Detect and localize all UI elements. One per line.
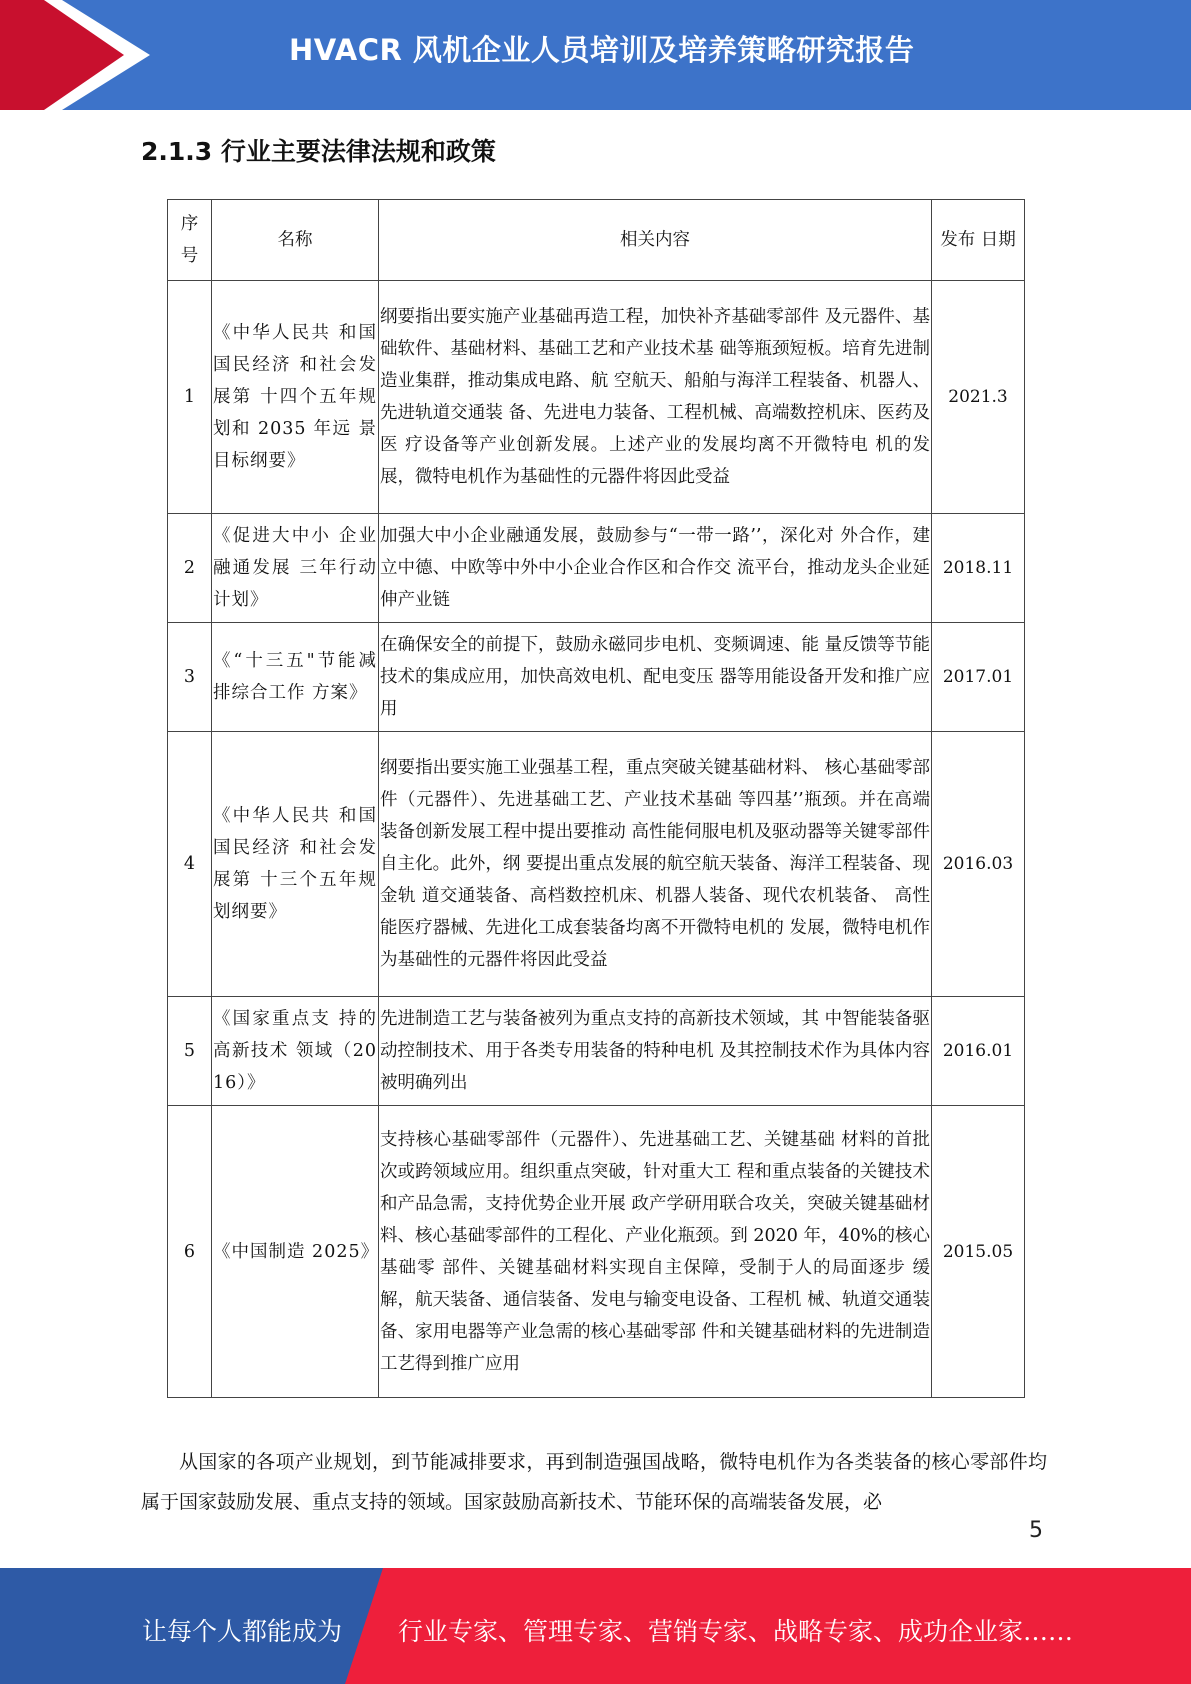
row-number: 6	[168, 1106, 212, 1398]
page-footer	[0, 1568, 1191, 1684]
table-header-row	[168, 200, 1025, 281]
publish-date: 2018.11	[932, 514, 1025, 623]
policy-content: 纲要指出要实施产业基础再造工程，加快补齐基础零部件 及元器件、基础软件、基础材料、基础工艺和产业技术基 础等瓶颈短板。培育先进制造业集群，推动集成电路、航 空航天、船舶与海洋工程装备、机器人、先进轨道交通装 备、先进电力装备、工程机械、高端数控机床、医药及医 疗设备等产业创新发展。上述产业的发展均离不开微特电 机的发展，微特电机作为基础性的元器件将因此受益	[379, 281, 932, 514]
row-number: 1	[168, 281, 212, 514]
policy-name: 《促进大中小 企业融通发展 三年行动计划》	[212, 514, 379, 623]
page-header	[0, 0, 1191, 110]
publish-date: 2016.01	[932, 997, 1025, 1106]
policy-name: 《“十三五"节能减排综合工作 方案》	[212, 623, 379, 732]
table-row	[168, 281, 1025, 514]
table-row	[168, 623, 1025, 732]
table-row	[168, 1106, 1025, 1398]
header-date: 发布 日期	[932, 200, 1025, 281]
policy-content: 支持核心基础零部件（元器件）、先进基础工艺、关键基础 材料的首批次或跨领域应用。组织重点突破，针对重大工 程和重点装备的关键技术和产品急需，支持优势企业开展 政产学研用联合攻关，突破关键基础材料、核心基础零部件的工程化、产业化瓶颈。到 2020 年，40%的核心基础零 部件、关键基础材料实现自主保障，受制于人的局面逐步 缓解，航天装备、通信装备、发电与输变电设备、工程机 械、轨道交通装备、家用电器等产业急需的核心基础零部 件和关键基础材料的先进制造工艺得到推广应用	[379, 1106, 932, 1398]
policy-table	[167, 199, 1025, 1398]
header-no: 序号	[168, 200, 212, 281]
policy-name: 《中华人民共 和国国民经济 和社会发展第 十三个五年规 划纲要》	[212, 732, 379, 997]
publish-date: 2021.3	[932, 281, 1025, 514]
policy-content: 加强大中小企业融通发展，鼓励参与“一带一路’’，深化对 外合作，建立中德、中欧等中外中小企业合作区和合作交 流平台，推动龙头企业延伸产业链	[379, 514, 932, 623]
footer-slogan-right: 行业专家、管理专家、营销专家、战略专家、成功企业家……	[398, 1617, 1074, 1646]
publish-date: 2017.01	[932, 623, 1025, 732]
header-content: 相关内容	[379, 200, 932, 281]
policy-content: 纲要指出要实施工业强基工程，重点突破关键基础材料、 核心基础零部件（元器件）、先进基础工艺、产业技术基础 等四基’’瓶颈。并在高端装备创新发展工程中提出要推动 高性能伺服电机及驱动器等关键零部件自主化。此外，纲 要提出重点发展的航空航天装备、海洋工程装备、现金轨 道交通装备、高档数控机床、机器人装备、现代农机装备、 高性能医疗器械、先进化工成套装备均离不开微特电机的 发展，微特电机作为基础性的元器件将因此受益	[379, 732, 932, 997]
policy-content: 先进制造工艺与装备被列为重点支持的高新技术领域，其 中智能装备驱动控制技术、用于各类专用装备的特种电机 及其控制技术作为具体内容被明确列出	[379, 997, 932, 1106]
red-chevron-icon	[0, 0, 150, 110]
footer-slogan-left: 让每个人都能成为	[142, 1617, 343, 1646]
publish-date: 2015.05	[932, 1106, 1025, 1398]
policy-name: 《中华人民共 和国国民经济 和社会发展第 十四个五年规 划和 2035 年远 景目标纲要》	[212, 281, 379, 514]
section-heading: 2.1.3 行业主要法律法规和政策	[141, 137, 496, 166]
row-number: 4	[168, 732, 212, 997]
body-paragraph: 从国家的各项产业规划，到节能减排要求，再到制造强国战略，微特电机作为各类装备的核心零部件均属于国家鼓励发展、重点支持的领域。国家鼓励高新技术、节能环保的高端装备发展，必	[141, 1451, 1047, 1513]
table-row	[168, 997, 1025, 1106]
header-name: 名称	[212, 200, 379, 281]
publish-date: 2016.03	[932, 732, 1025, 997]
table-row	[168, 732, 1025, 997]
row-number: 3	[168, 623, 212, 732]
policy-name: 《中国制造 2025》	[212, 1106, 379, 1398]
row-number: 5	[168, 997, 212, 1106]
row-number: 2	[168, 514, 212, 623]
policy-content: 在确保安全的前提下，鼓励永磁同步电机、变频调速、能 量反馈等节能技术的集成应用，加快高效电机、配电变压 器等用能设备开发和推广应用	[379, 623, 932, 732]
policy-name: 《国家重点支 持的高新技术 领域（2016）》	[212, 997, 379, 1106]
table-row	[168, 514, 1025, 623]
page-number: 5	[1029, 1518, 1043, 1543]
report-title: HVACR 风机企业人员培训及培养策略研究报告	[289, 33, 915, 67]
